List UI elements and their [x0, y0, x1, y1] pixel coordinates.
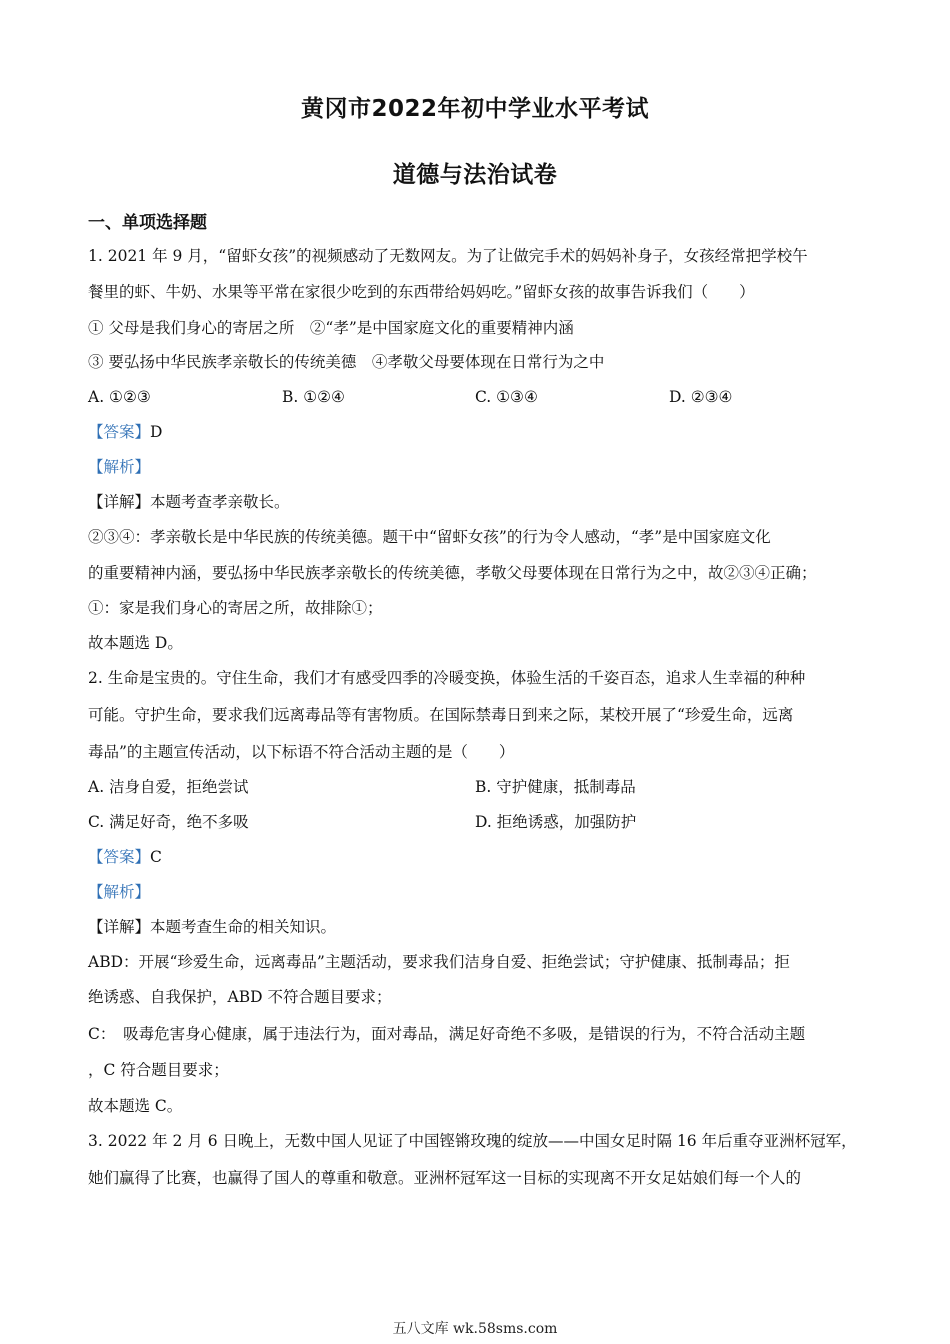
detail-tag: 【详解】 [88, 493, 151, 511]
page-footer: 五八文库 wk.58sms.com [392, 1321, 558, 1337]
q1-explanation-line: ①：家是我们身心的寄居之所，故排除①； [88, 599, 383, 617]
q1-explanation-line: 故本题选 D。 [88, 634, 183, 652]
q1-stem-line: ① 父母是我们身心的寄居之所 ②“孝”是中国家庭文化的重要精神内涵 [88, 319, 574, 337]
q2-explanation-line: C： 吸毒危害身心健康，属于违法行为，面对毒品，满足好奇绝不多吸，是错误的行为，不符合活动主题 [88, 1025, 806, 1043]
answer-tag: 【答案】 [88, 848, 151, 866]
q1-option-c: C. ①③④ [475, 388, 538, 406]
q3-stem-line: 她们赢得了比赛，也赢得了国人的尊重和敬意。亚洲杯冠军这一目标的实现离不开女足姑娘们每一个人的 [88, 1169, 802, 1187]
answer-tag: 【答案】 [88, 423, 151, 441]
q2-analysis [88, 882, 150, 902]
exam-title: 黄冈市2022年初中学业水平考试 [300, 96, 649, 122]
detail-tag: 【详解】 [88, 918, 151, 936]
q2-option-c: C. 满足好奇，绝不多吸 [88, 813, 249, 831]
q2-option-b: B. 守护健康，抵制毒品 [475, 778, 636, 796]
q1-analysis [88, 457, 150, 477]
q3-stem-line: 3. 2022 年 2 月 6 日晚上，无数中国人见证了中国铿锵玫瑰的绽放——中国女足时隔 16 年后重夺亚洲杯冠军， [88, 1132, 857, 1150]
analysis-tag: 【解析】 [88, 458, 151, 476]
q2-answer [88, 847, 162, 867]
q2-stem-line: 毒品”的主题宣传活动，以下标语不符合活动主题的是（ ） [88, 743, 515, 761]
section-heading: 一、单项选择题 [88, 213, 207, 233]
q1-stem-line: 1. 2021 年 9 月，“留虾女孩”的视频感动了无数网友。为了让做完手术的妈妈补身子，女孩经常把学校午 [88, 247, 808, 265]
exam-subtitle: 道德与法治试卷 [392, 162, 558, 188]
analysis-tag: 【解析】 [88, 883, 151, 901]
q2-stem-line: 2. 生命是宝贵的。守住生命，我们才有感受四季的冷暖变换，体验生活的千姿百态，追求人生幸福的种种 [88, 669, 806, 687]
detail-text: 本题考查生命的相关知识。 [150, 918, 337, 936]
q1-option-d: D. ②③④ [669, 388, 733, 406]
q1-stem-line: 餐里的虾、牛奶、水果等平常在家很少吃到的东西带给妈妈吃。”留虾女孩的故事告诉我们（ ） [88, 283, 755, 301]
q2-detail [88, 917, 336, 937]
q2-explanation-line: 绝诱惑、自我保护，ABD 不符合题目要求； [88, 988, 392, 1006]
q2-option-d: D. 拒绝诱惑，加强防护 [475, 813, 637, 831]
q1-option-a: A. ①②③ [88, 388, 151, 406]
q2-stem-line: 可能。守护生命，要求我们远离毒品等有害物质。在国际禁毒日到来之际，某校开展了“珍爱生命，远离 [88, 706, 794, 724]
q2-option-a: A. 洁身自爱，拒绝尝试 [88, 778, 249, 796]
q1-explanation-line: ②③④：孝亲敬长是中华民族的传统美德。题干中“留虾女孩”的行为令人感动，“孝”是中国家庭文化 [88, 528, 771, 546]
detail-text: 本题考查孝亲敬长。 [150, 493, 290, 511]
q1-explanation-line: 的重要精神内涵，要弘扬中华民族孝亲敬长的传统美德，孝敬父母要体现在日常行为之中，故②③④正确； [88, 564, 817, 582]
q1-answer [88, 422, 162, 442]
q1-stem-line: ③ 要弘扬中华民族孝亲敬长的传统美德 ④孝敬父母要体现在日常行为之中 [88, 353, 605, 371]
answer-value: C [150, 848, 162, 866]
q1-detail [88, 492, 290, 512]
q2-explanation-line: 故本题选 C。 [88, 1097, 183, 1115]
q2-explanation-line: ABD：开展“珍爱生命，远离毒品”主题活动，要求我们洁身自爱、拒绝尝试；守护健康、抵制毒品；拒 [88, 953, 790, 971]
answer-value: D [150, 423, 163, 441]
q1-option-b: B. ①②④ [282, 388, 345, 406]
q2-explanation-line: ，C 符合题目要求； [88, 1061, 229, 1079]
